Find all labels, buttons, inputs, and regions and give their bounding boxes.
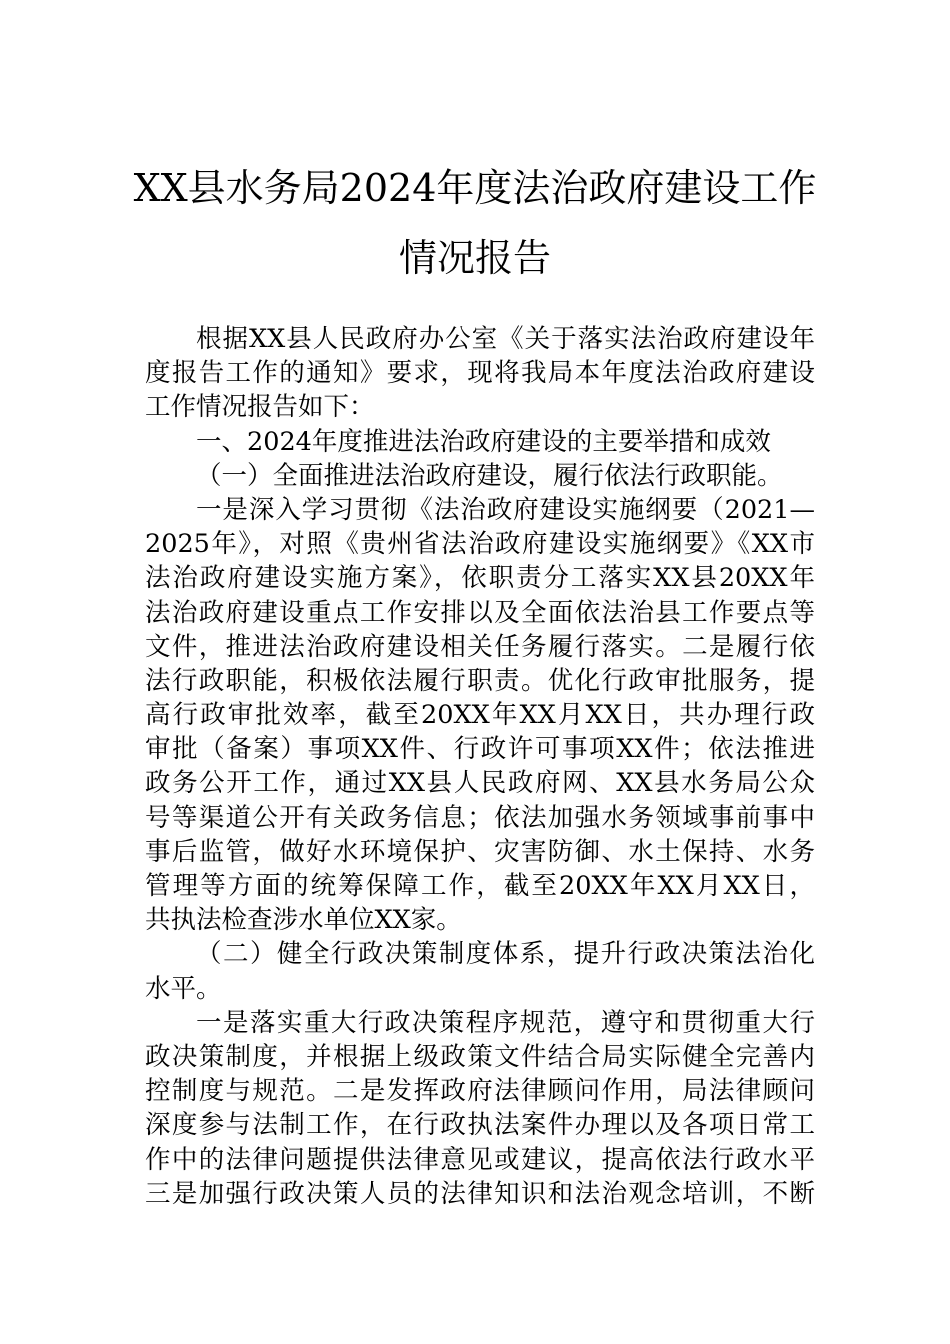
text-line: 法治政府建设重点工作安排以及全面依法治县工作要点等 — [145, 597, 815, 628]
text-line: 2025年》，对照《贵州省法治政府建设实施纲要》《XX市 — [145, 529, 815, 560]
text-line: 三是加强行政决策人员的法律知识和法治观念培训，不断 — [145, 1178, 815, 1209]
text-line: 审批（备案）事项XX件、行政许可事项XX件；依法推进 — [145, 734, 815, 765]
text-line: 事后监管，做好水环境保护、灾害防御、水土保持、水务 — [145, 836, 815, 867]
text-line: 号等渠道公开有关政务信息；依法加强水务领域事前事中 — [145, 802, 815, 833]
text-line: 深度参与法制工作，在行政执法案件办理以及各项日常工 — [145, 1110, 815, 1141]
text-line: （二）健全行政决策制度体系，提升行政决策法治化 — [196, 939, 815, 970]
text-line: 管理等方面的统筹保障工作，截至20XX年XX月XX日， — [145, 871, 815, 901]
text-line: 作中的法律问题提供法律意见或建议，提高依法行政水平 — [145, 1144, 815, 1175]
text-line: 控制度与规范。二是发挥政府法律顾问作用，局法律顾问 — [145, 1076, 815, 1107]
document-title-line-1: XX县水务局2024年度法治政府建设工作 — [133, 166, 817, 210]
text-line: 法行政职能，积极依法履行职责。优化行政审批服务，提 — [145, 665, 815, 696]
text-line: 一是落实重大行政决策程序规范，遵守和贯彻重大行 — [196, 1007, 815, 1038]
text-line: 高行政审批效率，截至20XX年XX月XX日，共办理行政 — [145, 700, 815, 731]
text-line: 根据XX县人民政府办公室《关于落实法治政府建设年 — [196, 324, 815, 354]
text-line: 水平。 — [145, 973, 222, 1004]
text-line: 一是深入学习贯彻《法治政府建设实施纲要（2021— — [196, 494, 815, 525]
text-line: 一、2024年度推进法治政府建设的主要举措和成效 — [196, 426, 771, 457]
text-line: （一）全面推进法治政府建设，履行依法行政职能。 — [196, 460, 783, 491]
text-line: 共执法检查涉水单位XX家。 — [145, 905, 462, 936]
text-line: 政务公开工作，通过XX县人民政府网、XX县水务局公众 — [145, 768, 815, 799]
text-line: 法治政府建设实施方案》，依职责分工落实XX县20XX年 — [145, 563, 815, 594]
document-body — [145, 322, 815, 1211]
document-title-line-2: 情况报告 — [398, 236, 551, 280]
text-line: 文件，推进法治政府建设相关任务履行落实。二是履行依 — [145, 631, 815, 662]
text-line: 工作情况报告如下： — [145, 392, 375, 423]
text-line: 政决策制度，并根据上级政策文件结合局实际健全完善内 — [145, 1041, 815, 1072]
text-line: 度报告工作的通知》要求，现将我局本年度法治政府建设 — [145, 358, 815, 389]
